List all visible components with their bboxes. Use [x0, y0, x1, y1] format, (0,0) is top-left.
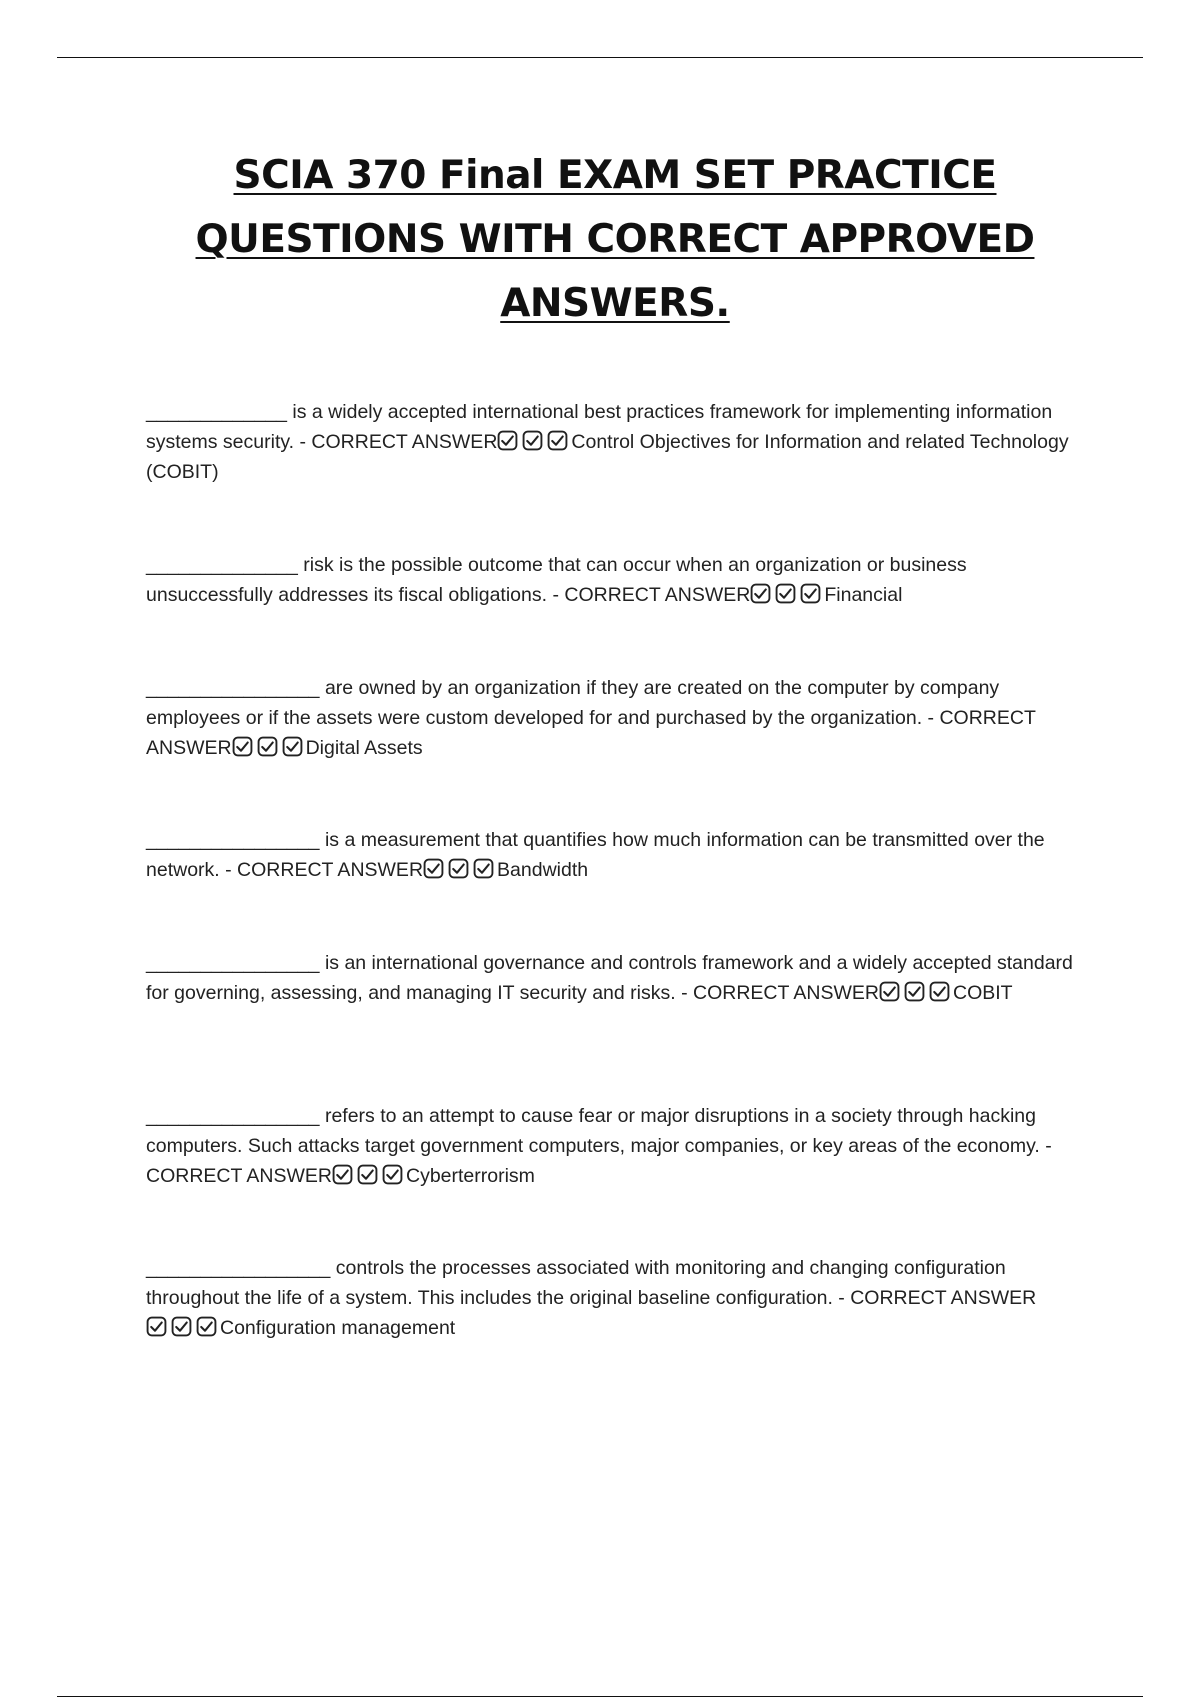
checkbox-check-icon: [357, 1164, 378, 1185]
checkbox-check-icon: [423, 858, 444, 879]
checkbox-check-icon: [522, 430, 543, 451]
checkbox-check-icon: [332, 1164, 353, 1185]
question-blank: ________________: [146, 952, 320, 974]
checkbox-check-icon: [473, 858, 494, 879]
answer-text: COBIT: [953, 982, 1013, 1004]
checkbox-check-icon: [904, 981, 925, 1002]
answer-text: Financial: [824, 584, 903, 606]
checkbox-check-icon: [382, 1164, 403, 1185]
answer-checkmarks: [232, 733, 306, 763]
answer-text: Control Objectives for Information and related Technology (COBIT): [146, 431, 1069, 483]
question-blank: _____________: [146, 401, 287, 423]
document-title: [120, 144, 1110, 336]
question-blank: ______________: [146, 554, 298, 576]
checkbox-check-icon: [929, 981, 950, 1002]
answer-text: Cyberterrorism: [406, 1165, 535, 1187]
answer-text: Configuration management: [220, 1317, 456, 1339]
qa-item-4: [146, 825, 1091, 885]
question-blank: ________________: [146, 677, 320, 699]
question-text: are owned by an organization if they are created on the computer by company employees or if the assets were custom developed for and purchased by the organization.: [146, 677, 1000, 729]
qa-item-2: [146, 550, 1091, 610]
answer-separator: - CORRECT ANSWER: [675, 982, 879, 1004]
checkbox-check-icon: [750, 583, 771, 604]
title-line-3: ANSWERS.: [500, 281, 730, 326]
checkbox-check-icon: [547, 430, 568, 451]
question-text: refers to an attempt to cause fear or major disruptions in a society through hacking computers. Such attacks target government computers, major companies, or key areas of the economy.: [146, 1105, 1040, 1157]
answer-separator: - CORRECT ANSWER: [547, 584, 751, 606]
answer-checkmarks: [497, 427, 571, 457]
answer-checkmarks: [146, 1313, 220, 1343]
question-text: risk is the possible outcome that can occur when an organization or business unsuccessfully addresses its fiscal obligations.: [146, 554, 967, 606]
question-text: is an international governance and controls framework and a widely accepted standard for governing, assessing, and managing IT security and risks.: [146, 952, 1073, 1004]
question-blank: ________________: [146, 1105, 320, 1127]
checkbox-check-icon: [497, 430, 518, 451]
title-line-1: SCIA 370 Final EXAM SET PRACTICE: [233, 153, 997, 198]
answer-text: Bandwidth: [497, 859, 589, 881]
checkbox-check-icon: [282, 736, 303, 757]
qa-item-1: [146, 397, 1091, 487]
answer-checkmarks: [879, 978, 953, 1008]
answer-separator: - CORRECT ANSWER: [146, 707, 1036, 759]
answer-text: Digital Assets: [305, 737, 423, 759]
qa-item-7: [146, 1253, 1091, 1343]
checkbox-check-icon: [196, 1316, 217, 1337]
question-blank: _________________: [146, 1257, 331, 1279]
answer-separator: - CORRECT ANSWER: [832, 1287, 1037, 1309]
question-text: controls the processes associated with monitoring and changing configuration throughout the life of a system. This includes the original baseline configuration.: [146, 1257, 1006, 1309]
answer-checkmarks: [332, 1161, 406, 1191]
answer-separator: - CORRECT ANSWER: [294, 431, 498, 453]
title-line-2: QUESTIONS WITH CORRECT APPROVED: [195, 217, 1035, 262]
answer-checkmarks: [423, 855, 497, 885]
checkbox-check-icon: [448, 858, 469, 879]
qa-item-3: [146, 673, 1091, 763]
answer-separator: - CORRECT ANSWER: [146, 1135, 1052, 1187]
checkbox-check-icon: [257, 736, 278, 757]
answer-separator: - CORRECT ANSWER: [219, 859, 424, 881]
qa-item-6: [146, 1101, 1091, 1191]
question-text: is a measurement that quantifies how much information can be transmitted over the network.: [146, 829, 1045, 881]
checkbox-check-icon: [171, 1316, 192, 1337]
checkbox-check-icon: [800, 583, 821, 604]
checkbox-check-icon: [232, 736, 253, 757]
checkbox-check-icon: [775, 583, 796, 604]
top-rule: [57, 57, 1143, 58]
checkbox-check-icon: [879, 981, 900, 1002]
qa-item-5: [146, 948, 1091, 1008]
checkbox-check-icon: [146, 1316, 167, 1337]
question-blank: ________________: [146, 829, 320, 851]
answer-checkmarks: [750, 580, 824, 610]
question-text: is a widely accepted international best practices framework for implementing information systems security.: [146, 401, 1053, 453]
bottom-rule: [57, 1696, 1143, 1697]
